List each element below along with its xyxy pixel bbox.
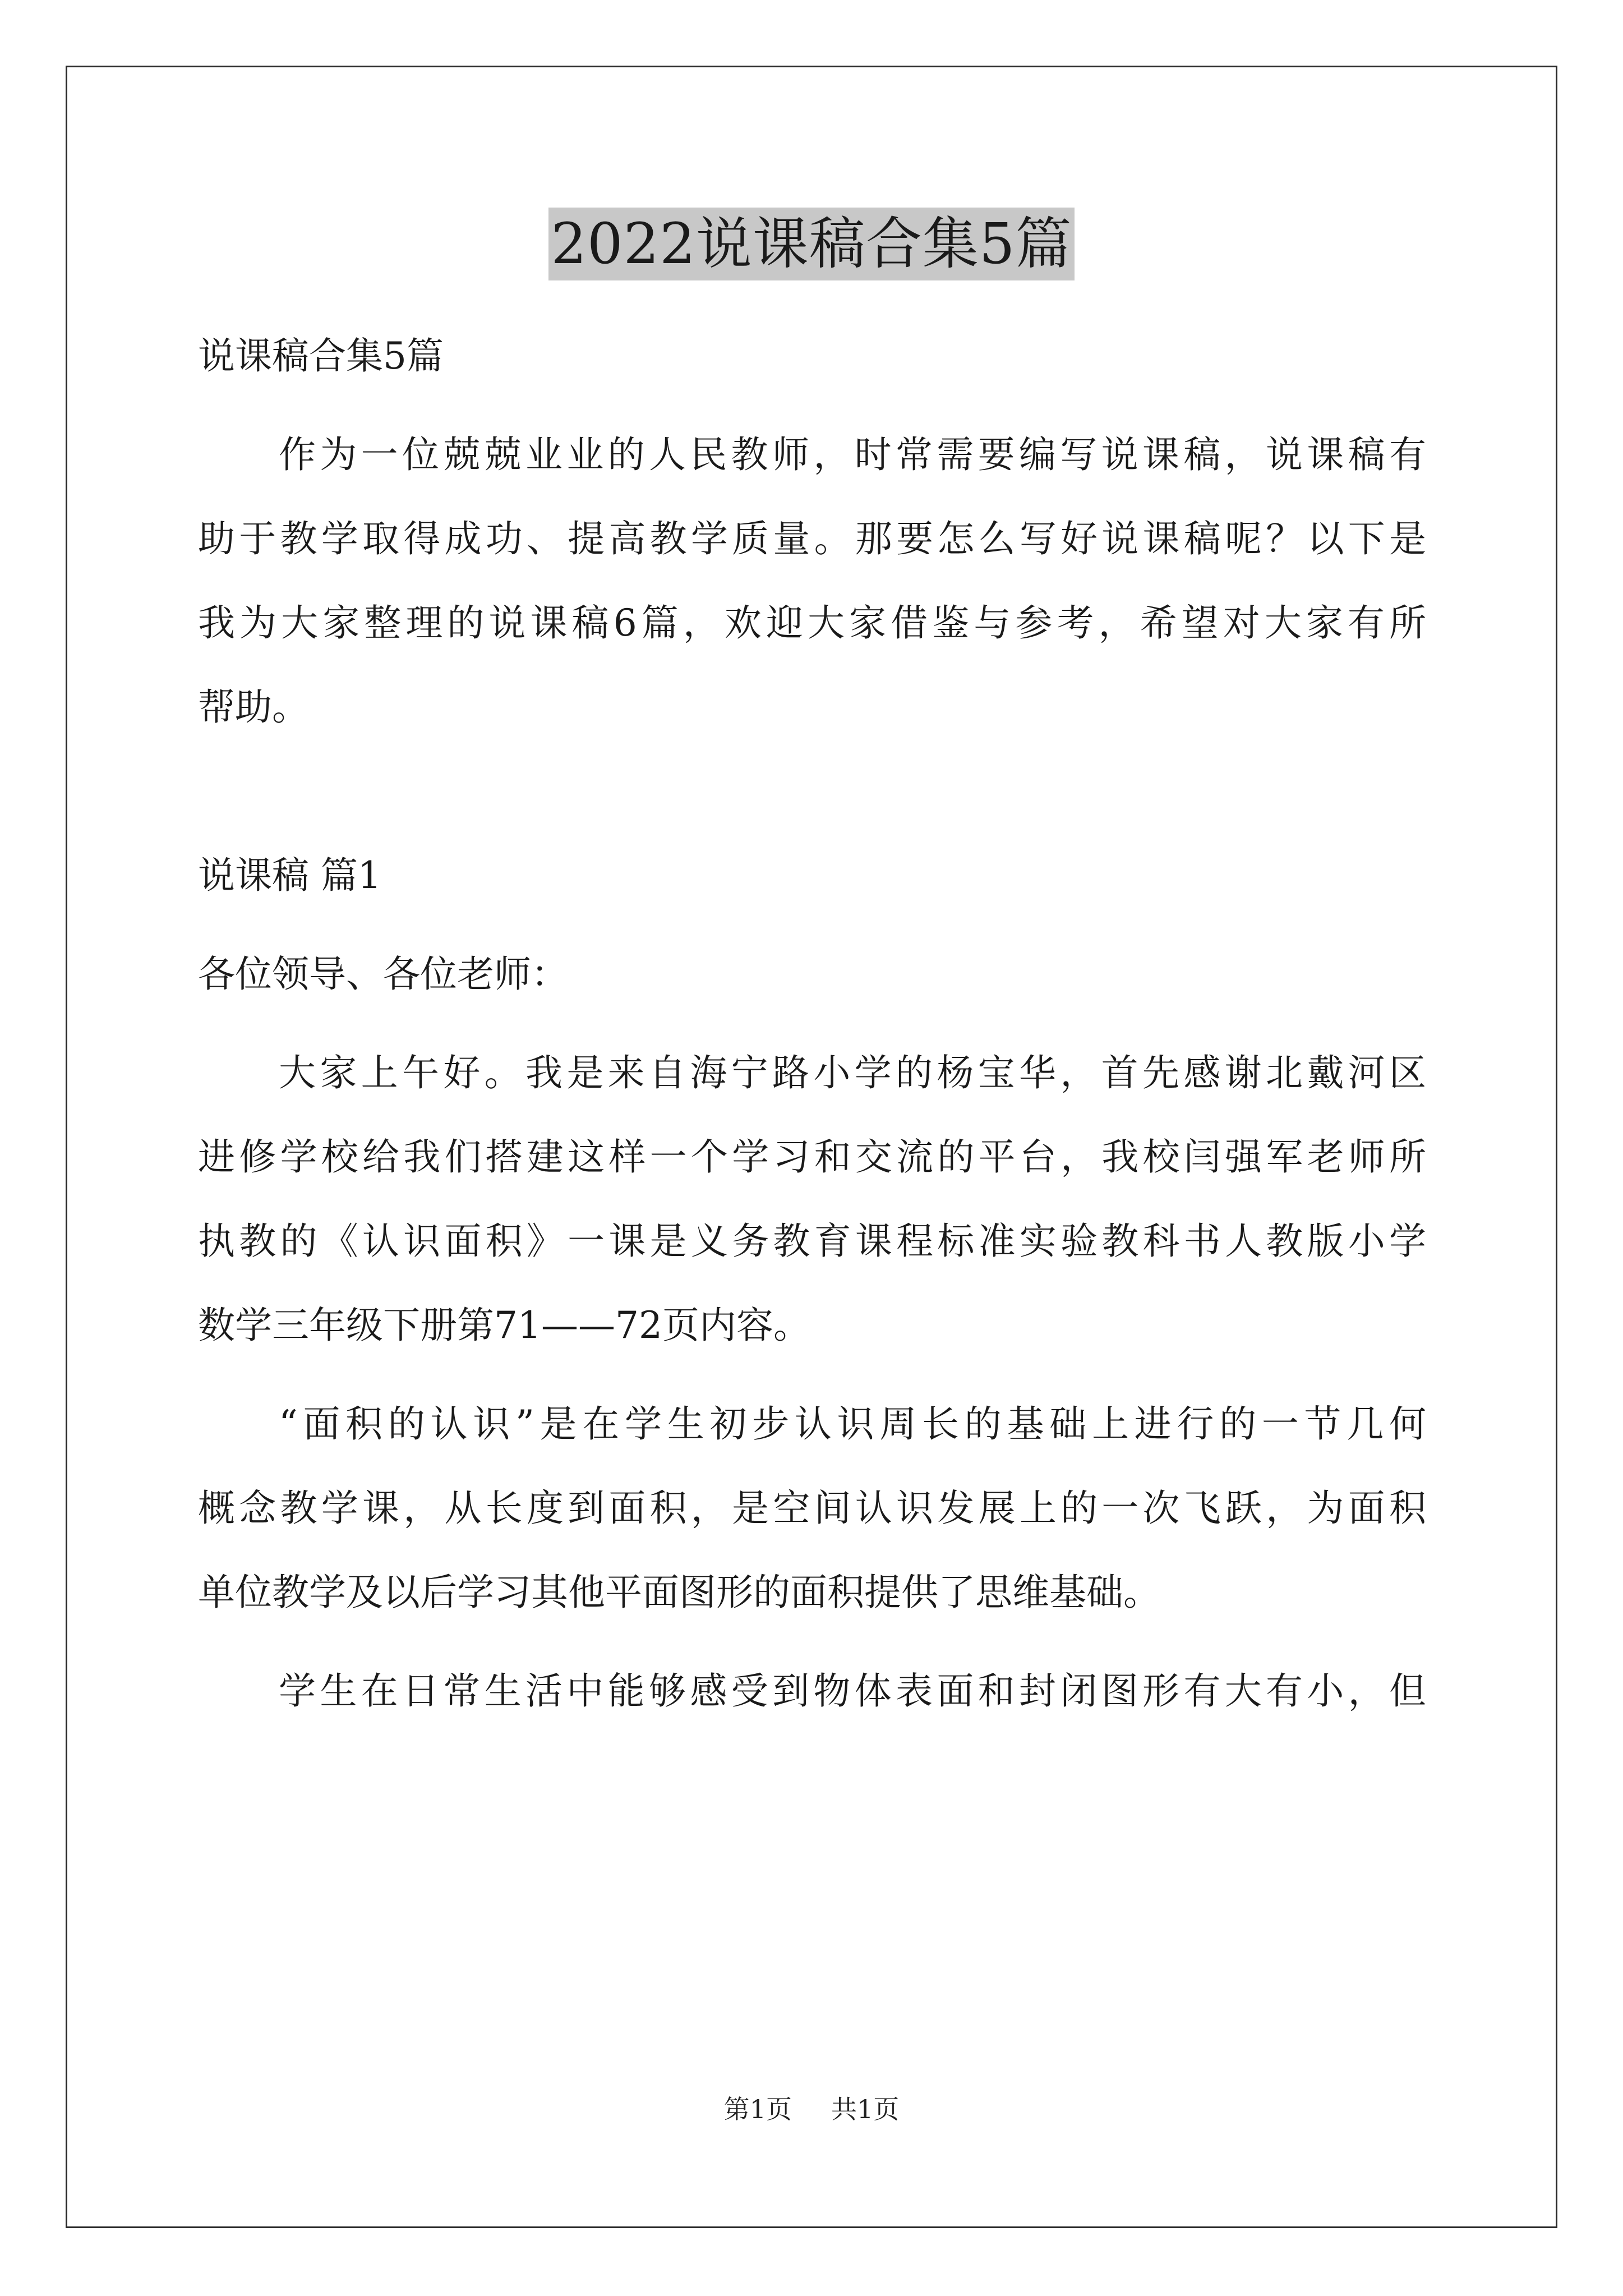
section-heading: 说课稿 篇1 (198, 854, 381, 897)
paragraph-line: 学生在日常生活中能够感受到物体表面和封闭图形有大有小，但 (279, 1669, 1426, 1713)
subtitle: 说课稿合集5篇 (198, 334, 444, 378)
paragraph-line: 单位教学及以后学习其他平面图形的面积提供了思维基础。 (198, 1571, 1160, 1614)
intro-line: 帮助。 (198, 685, 309, 729)
paragraph-1 (198, 1031, 1426, 1368)
paragraph-2 (198, 1382, 1426, 1635)
document-title-text: 2022说课稿合集5篇 (548, 208, 1074, 280)
document-body (198, 314, 1426, 1733)
greeting: 各位领导、各位老师： (198, 953, 568, 996)
paragraph-line: 数学三年级下册第71——72页内容。 (198, 1304, 810, 1347)
paragraph-line: “面积的认识”是在学生初步认识周长的基础上进行的一节几何 (279, 1402, 1426, 1446)
intro-line: 作为一位兢兢业业的人民教师，时常需要编写说课稿，说课稿有 (279, 433, 1426, 476)
document-title (0, 208, 1623, 280)
paragraph-line: 执教的《认识面积》一课是义务教育课程标准实验教科书人教版小学 (198, 1220, 1426, 1263)
intro-paragraph (198, 413, 1426, 749)
intro-line: 助于教学取得成功、提高教学质量。那要怎么写好说课稿呢？以下是 (198, 517, 1426, 560)
paragraph-3 (198, 1649, 1426, 1733)
paragraph-line: 大家上午好。我是来自海宁路小学的杨宝华，首先感谢北戴河区 (279, 1051, 1426, 1094)
page-footer (0, 2089, 1623, 2126)
paragraph-line: 概念教学课，从长度到面积，是空间认识发展上的一次飞跃，为面积 (198, 1487, 1426, 1530)
paragraph-line: 进修学校给我们搭建这样一个学习和交流的平台，我校闫强军老师所 (198, 1135, 1426, 1179)
intro-line: 我为大家整理的说课稿6篇，欢迎大家借鉴与参考，希望对大家有所 (198, 601, 1426, 645)
page-number-current: 第1页 (723, 2094, 792, 2124)
page-number-total: 共1页 (831, 2094, 900, 2124)
